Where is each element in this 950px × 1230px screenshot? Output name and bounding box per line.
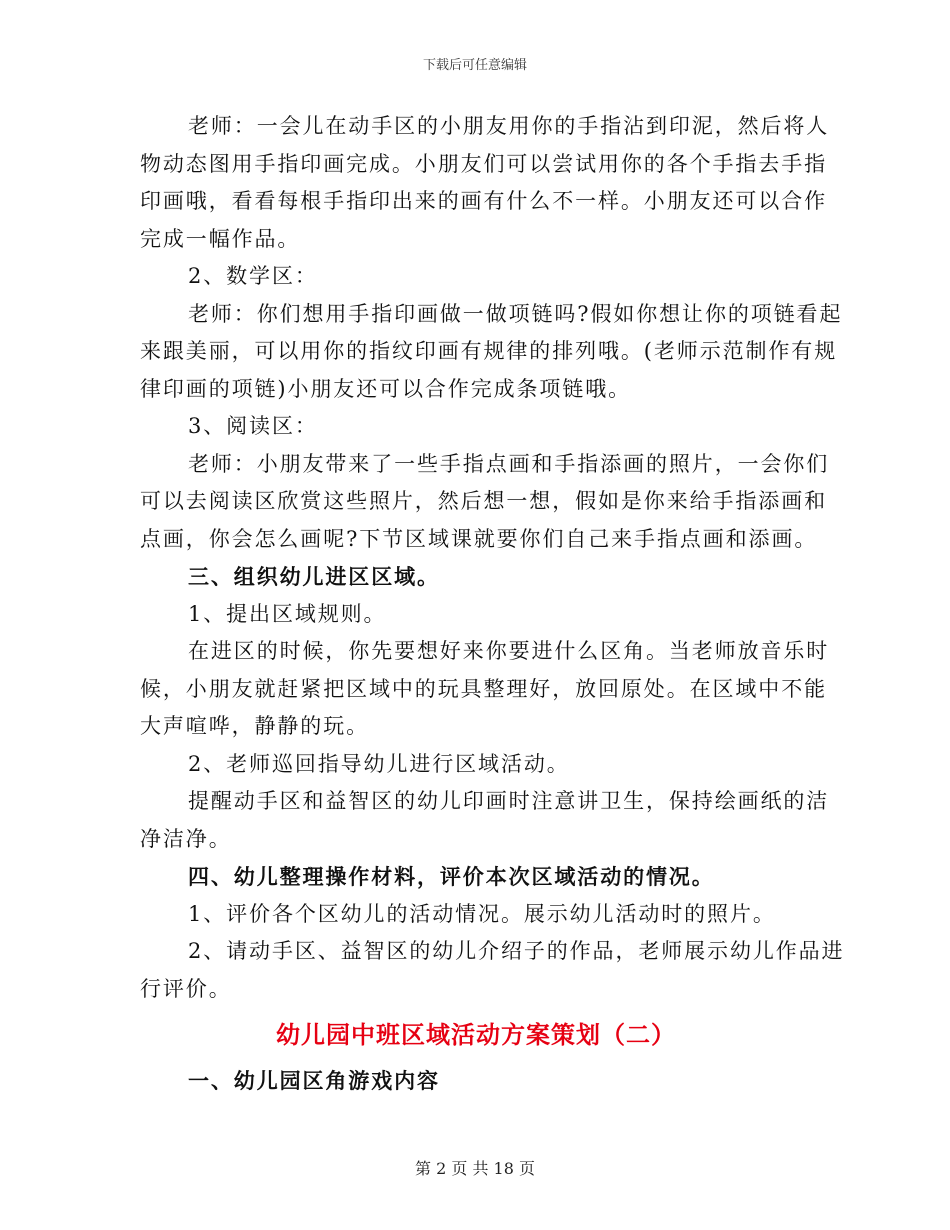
paragraph-line: 物动态图用手指印画完成。小朋友们可以尝试用你的各个手指去手指 xyxy=(140,151,827,176)
section-title: 幼儿园中班区域活动方案策划（二） xyxy=(276,1020,676,1049)
paragraph-line: 在进区的时候，你先要想好来你要进什么区角。当老师放音乐时 xyxy=(188,639,830,663)
page-footer: 第 2 页 共 18 页 xyxy=(415,1159,535,1178)
paragraph-line: 点画，你会怎么画呢?下节区域课就要你们自己来手指点画和添画。 xyxy=(140,526,818,551)
list-heading: 2、老师巡回指导幼儿进行区域活动。 xyxy=(188,751,570,776)
subheading: 一、幼儿园区角游戏内容 xyxy=(188,1068,440,1093)
list-heading: 3、阅读区： xyxy=(188,414,318,438)
list-heading: 1、提出区域规则。 xyxy=(188,601,387,626)
paragraph-line: 大声喧哗，静静的玩。 xyxy=(140,714,369,738)
section-heading: 四、幼儿整理操作材料，评价本次区域活动的情况。 xyxy=(188,864,715,889)
paragraph-line: 1、评价各个区幼儿的活动情况。展示幼儿活动时的照片。 xyxy=(188,901,776,926)
paragraph-line: 净洁净。 xyxy=(140,826,232,851)
document-body xyxy=(140,108,845,1100)
paragraph-line: 印画哦，看看每根手指印出来的画有什么不一样。小朋友还可以合作 xyxy=(140,189,827,213)
page-header: 下载后可任意编辑 xyxy=(422,58,527,73)
paragraph-line: 老师：小朋友带来了一些手指点画和手指添画的照片，一会你们 xyxy=(188,451,830,476)
paragraph-line: 老师：你们想用手指印画做一做项链吗?假如你想让你的项链看起 xyxy=(188,301,843,326)
paragraph-line: 行评价。 xyxy=(140,976,232,1001)
list-heading: 2、数学区： xyxy=(188,264,318,288)
paragraph-line: 2、请动手区、益智区的幼儿介绍子的作品，老师展示幼儿作品进 xyxy=(188,939,845,963)
paragraph-line: 提醒动手区和益智区的幼儿印画时注意讲卫生，保持绘画纸的洁 xyxy=(188,789,830,813)
paragraph-line: 可以去阅读区欣赏这些照片，然后想一想，假如是你来给手指添画和 xyxy=(140,489,827,513)
paragraph-line: 律印画的项链)小朋友还可以合作完成条项链哦。 xyxy=(140,376,631,401)
paragraph-line: 候，小朋友就赶紧把区域中的玩具整理好，放回原处。在区域中不能 xyxy=(140,676,827,701)
paragraph-line: 完成一幅作品。 xyxy=(140,226,301,251)
paragraph-line: 来跟美丽，可以用你的指纹印画有规律的排列哦。(老师示范制作有规 xyxy=(140,339,838,363)
section-heading: 三、组织幼儿进区区域。 xyxy=(188,564,440,589)
paragraph-line: 老师：一会儿在动手区的小朋友用你的手指沾到印泥，然后将人 xyxy=(188,114,830,138)
